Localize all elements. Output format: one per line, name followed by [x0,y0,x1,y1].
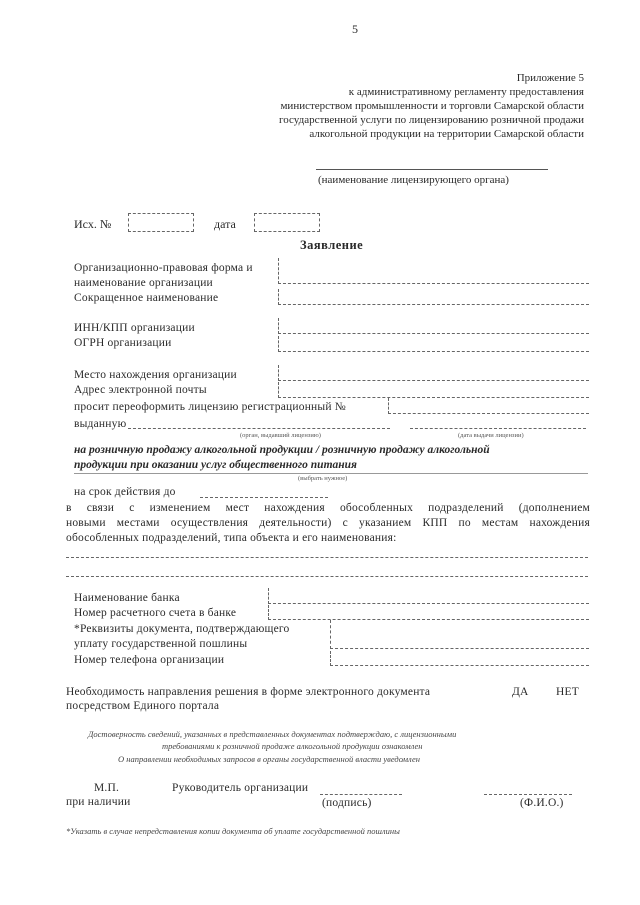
fio-field[interactable] [484,794,572,795]
org-form-label: Организационно-правовая форма и [74,262,253,274]
bank-name-label: Наименование банка [74,592,180,604]
signature-field[interactable] [320,794,402,795]
certify-line: Достоверность сведений, указанных в представленных документах подтверждаю, с лицензионными [88,729,457,739]
subdivisions-line[interactable] [66,576,588,577]
issuer-field[interactable] [128,428,390,429]
bank-name-field[interactable] [268,588,589,604]
location-field[interactable] [278,365,589,381]
licensing-authority-caption: (наименование лицензирующего органа) [318,174,509,186]
date-label: дата [214,217,236,231]
certify-line: О направлении необходимых запросов в органы государственной власти уведомлен [118,754,420,764]
phone-field[interactable] [330,651,589,666]
phone-label: Номер телефона организации [74,654,225,666]
ogrn-label: ОГРН организации [74,337,172,349]
email-label: Адрес электронной почты [74,384,207,396]
certify-line: требованиями к розничной продаже алкогольной продукции ознакомлен [162,741,423,751]
reason-line: в связи с изменением мест нахождения обособленных подразделений (дополнением [66,502,590,514]
short-name-field[interactable] [278,289,589,305]
reason-line: новыми местами осуществления деятельности) с указанием КПП по местам нахождения [66,517,590,529]
retail-underline [74,473,588,474]
ogrn-field[interactable] [278,336,589,352]
appendix-line: Приложение 5 [516,72,584,84]
head-label: Руководитель организации [172,782,309,794]
inn-kpp-label: ИНН/КПП организации [74,322,195,334]
retail-option-line1[interactable]: на розничную продажу алкогольной продукции / розничную продажу алкогольной [74,444,490,456]
footnote: *Указать в случае непредставления копии документа об уплате государственной пошлины [66,826,400,836]
location-label: Место нахождения организации [74,369,237,381]
retail-option-line2[interactable]: продукции при оказании услуг общественного питания [74,459,357,471]
account-label: Номер расчетного счета в банке [74,607,237,619]
appendix-line: к административному регламенту предоставления [348,86,584,98]
account-field[interactable] [268,605,589,620]
no-option[interactable]: НЕТ [556,686,579,698]
licensing-authority-field[interactable] [316,169,548,170]
document-title: Заявление [300,238,364,252]
yes-option[interactable]: ДА [512,686,529,698]
outgoing-number-label: Исх. № [74,217,112,231]
retail-caption: (выбрать нужное) [298,475,348,482]
page-number: 5 [352,22,358,36]
date-field[interactable] [254,213,320,232]
subdivisions-line[interactable] [66,557,588,558]
request-label: просит переоформить лицензию регистрационный № [74,401,346,413]
inn-kpp-field[interactable] [278,318,589,334]
short-name-label: Сокращенное наименование [74,292,219,304]
outgoing-number-field[interactable] [128,213,194,232]
registration-number-field[interactable] [388,398,589,414]
validity-field[interactable] [200,497,328,498]
electronic-label-line2: посредством Единого портала [66,700,220,712]
appendix-line: алкогольной продукции на территории Самарской области [309,128,584,140]
issue-date-caption: (дата выдачи лицензии) [458,432,524,439]
appendix-line: министерством промышленности и торговли Самарской области [280,100,584,112]
org-form-field[interactable] [278,258,589,284]
validity-label: на срок действия до [74,486,176,498]
reason-line: обособленных подразделений, типа объекта и его наименования: [66,532,397,544]
signature-caption: (подпись) [322,797,372,809]
issue-date-field[interactable] [410,428,586,429]
issuer-caption: (орган, выдавший лицензию) [240,432,321,439]
appendix-line: государственной услуги по лицензированию розничной продажи [279,114,584,126]
stamp-note: при наличии [66,796,131,808]
payment-label-line2: уплату государственной пошлины [74,638,248,650]
fio-caption: (Ф.И.О.) [520,797,564,809]
payment-label-line1: *Реквизиты документа, подтверждающего [74,623,290,635]
org-name-label: наименование организации [74,277,213,289]
electronic-label-line1: Необходимость направления решения в форме электронного документа [66,686,431,698]
payment-field[interactable] [330,620,589,649]
issued-label: выданную [74,418,127,430]
stamp-label: М.П. [94,782,120,794]
email-field[interactable] [278,382,589,398]
